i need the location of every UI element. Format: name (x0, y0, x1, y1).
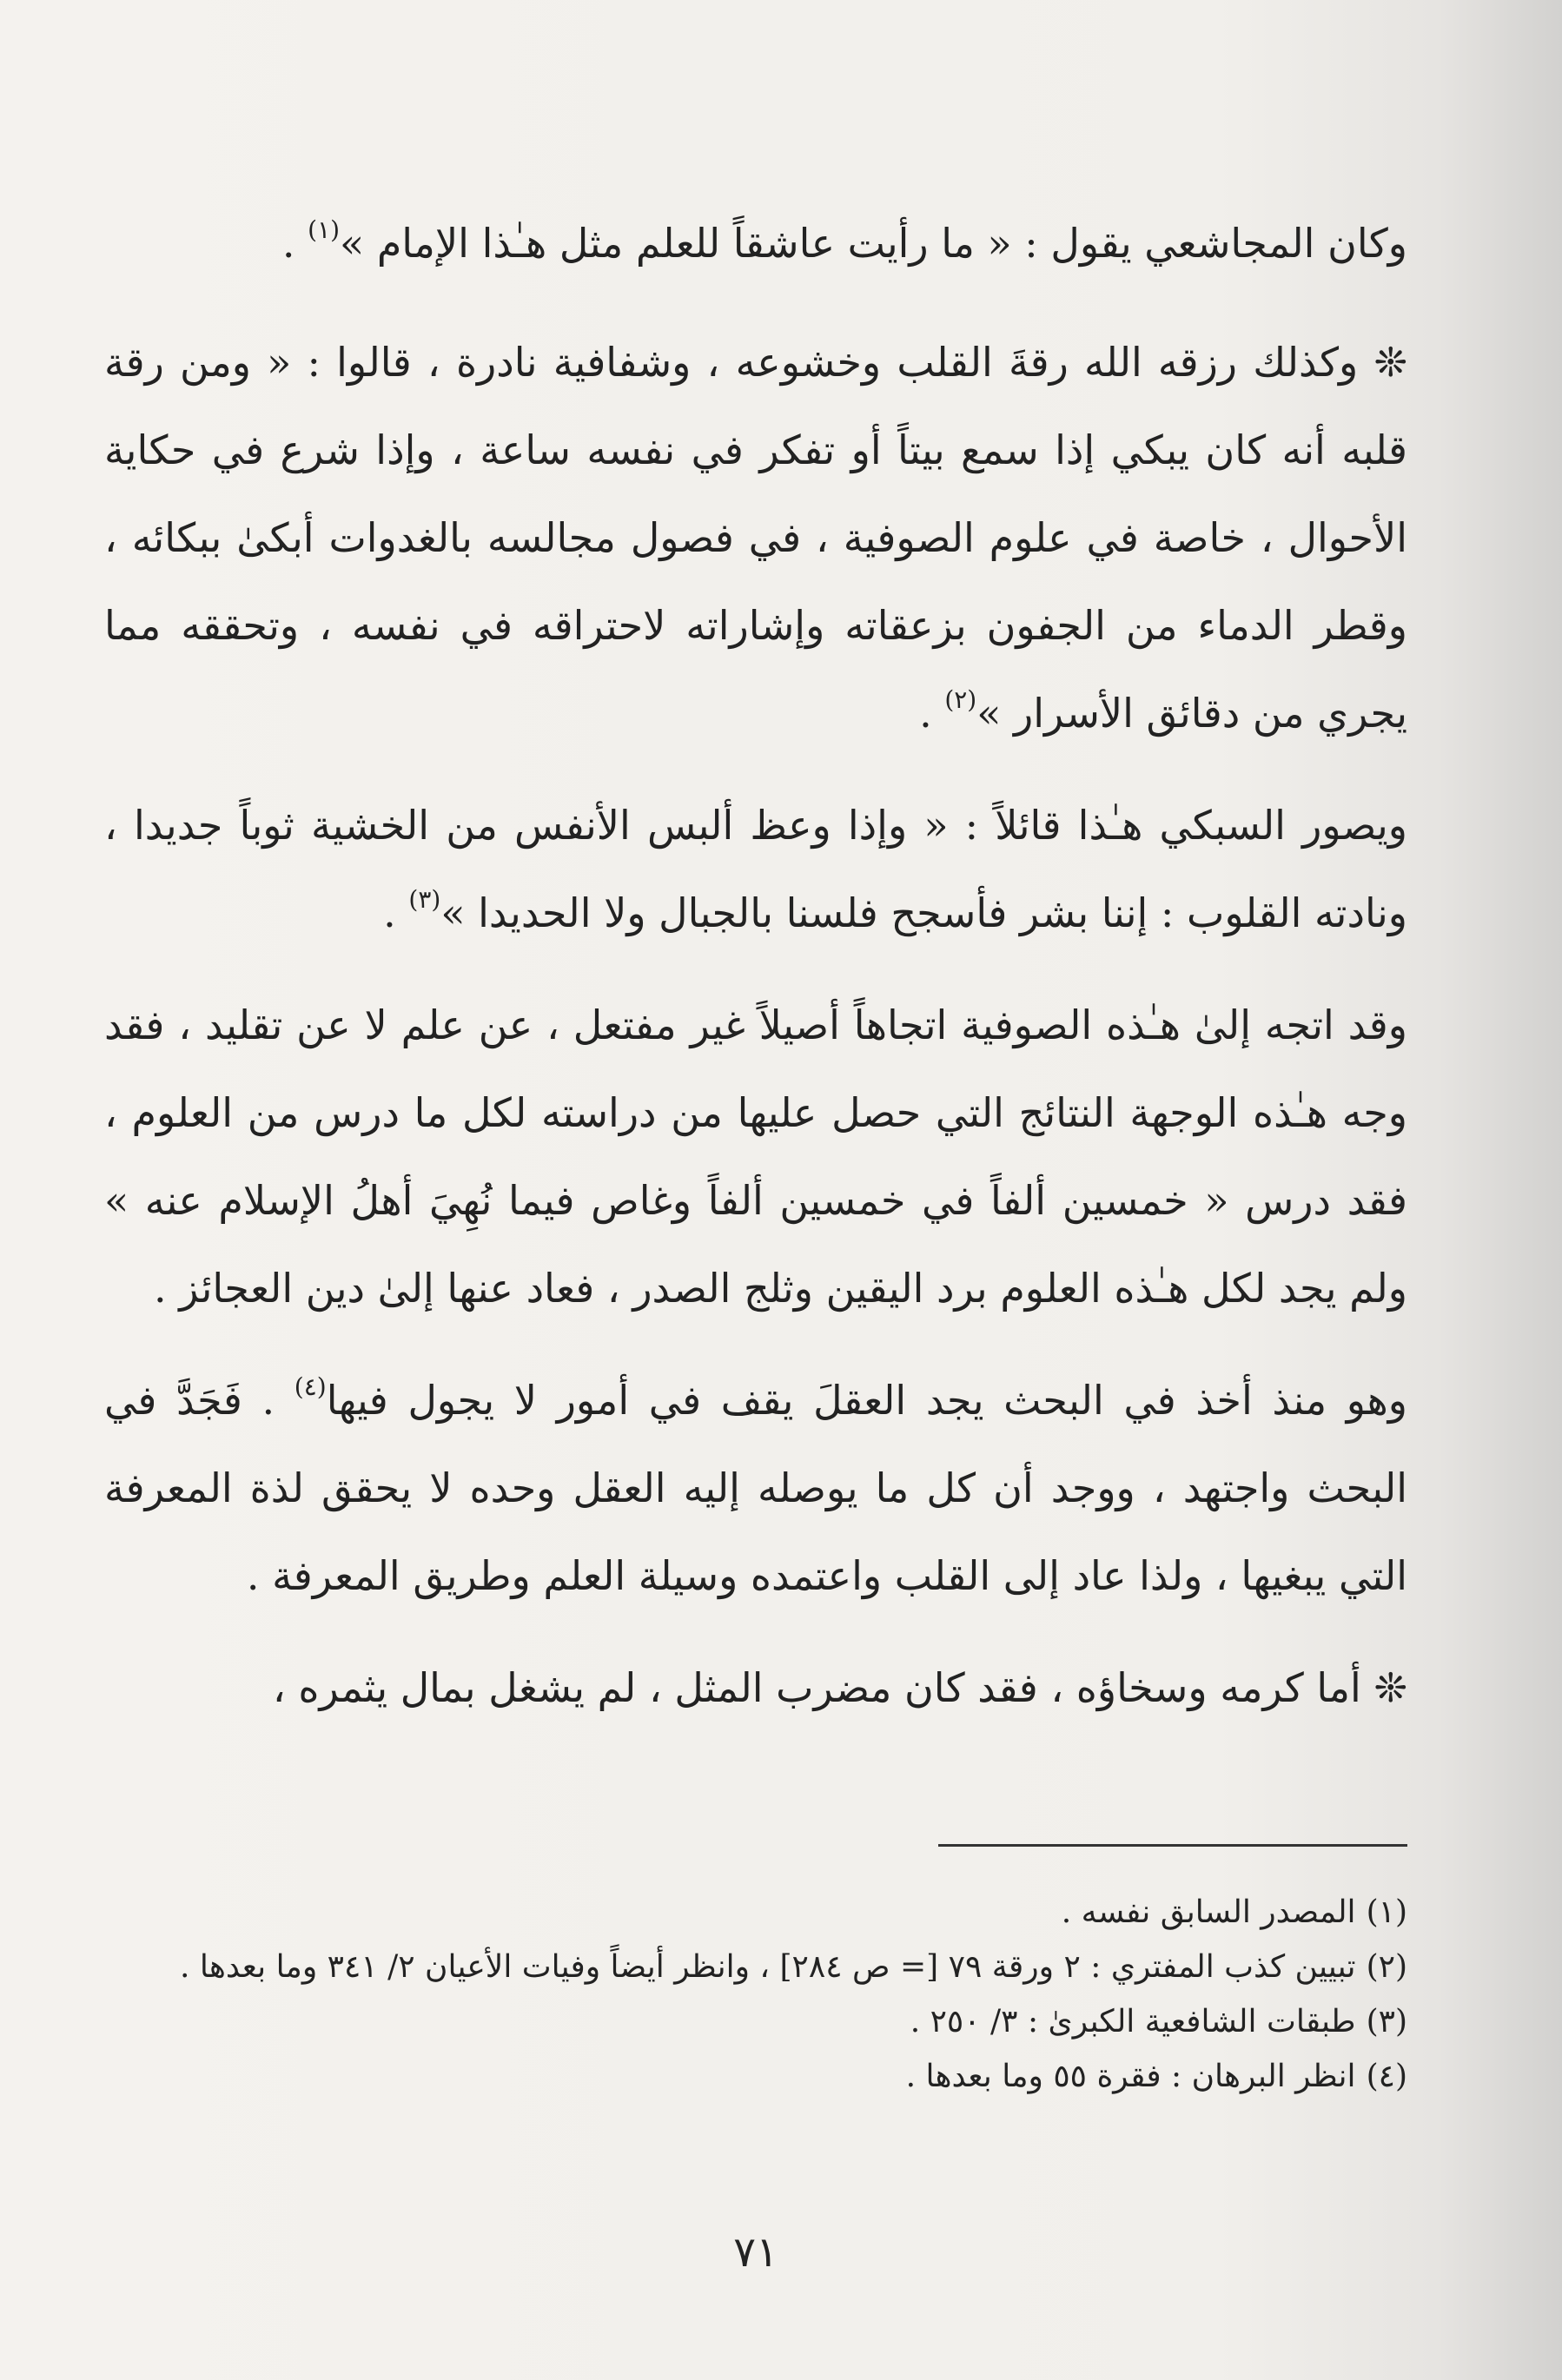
footnote-ref: (٣) (408, 885, 441, 914)
footnote-text: طبقات الشافعية الكبرىٰ : ٣/ ٢٥٠ . (910, 2004, 1356, 2040)
paragraph: ❊ وكذلك رزقه الله رقةَ القلب وخشوعه ، وشفافية نادرة ، قالوا : « ومن رقة قلبه أنه كان يبكي إذا سمع بيتاً أو تفكر في نفسه ساعة ، وإذا شرع في حكاية الأحوال ، خاصة في علوم الصوفية ، في فصول مجالسه بالغدوات أبكىٰ ببكائه ، وقطر الدماء من الجفون بزعقاته وإشاراته لاحتراقه في نفسه ، وتحققه مما يجري من دقائق الأسرار »$^{(٢)}$ . (104, 339, 1407, 737)
paragraph: وقد اتجه إلىٰ هـٰذه الصوفية اتجاهاً أصيلاً غير مفتعل ، عن علم لا عن تقليد ، فقد وجه هـٰذه الوجهة النتائج التي حصل عليها من دراسته لكل ما درس من العلوم ، فقد درس « خمسين ألفاً في خمسين ألفاً وغاص فيما نُهِيَ أهلُ الإسلام عنه » ولم يجد لكل هـٰذه العلوم برد اليقين وثلج الصدر ، فعاد عنها إلىٰ دين العجائز . (104, 1002, 1407, 1312)
footnote-number: (٤) (1366, 2059, 1407, 2094)
footnote (104, 1994, 1407, 2049)
main-text (104, 200, 1407, 1756)
footnote-ref: (١) (308, 215, 341, 244)
footnotes (104, 1885, 1407, 2104)
footnote (104, 2049, 1407, 2104)
footnote (104, 1940, 1407, 1994)
footnote-text: المصدر السابق نفسه . (1061, 1894, 1356, 1930)
footnote-ref: (٤) (294, 1372, 327, 1401)
footnote-number: (٢) (1366, 1949, 1407, 1985)
footnote-number: (١) (1366, 1894, 1407, 1930)
paragraph: ويصور السبكي هـٰذا قائلاً : « وإذا وعظ ألبس الأنفس من الخشية ثوباً جديدا ، ونادته القلوب : إننا بشر فأسجح فلسنا بالجبال ولا الحديدا »$^{(٣)}$ . (104, 802, 1407, 936)
page-number: ٧١ (733, 2228, 778, 2277)
footnote-number: (٣) (1366, 2004, 1407, 2040)
footnote (104, 1885, 1407, 1940)
book-page (104, 0, 1407, 2380)
paragraph: وكان المجاشعي يقول : « ما رأيت عاشقاً للعلم مثل هـٰذا الإمام »$^{(١)}$ . (281, 215, 1407, 267)
footnote-divider (938, 1844, 1407, 1847)
footnote-text: انظر البرهان : فقرة ٥٥ وما بعدها . (905, 2059, 1356, 2094)
paragraph: ❊ أما كرمه وسخاؤه ، فقد كان مضرب المثل ، لم يشغل بمال يثمره ، (272, 1664, 1407, 1711)
footnote-text: تبيين كذب المفتري : ٢ ورقة ٧٩ [= ص ٢٨٤] ، وانظر أيضاً وفيات الأعيان ٢/ ٣٤١ وما بعدها . (180, 1949, 1356, 1985)
footnote-ref: (٢) (944, 685, 977, 714)
paragraph: وهو منذ أخذ في البحث يجد العقلَ يقف في أمور لا يجول فيها$^{(٤)}$ . فَجَدَّ في البحث واجتهد ، ووجد أن كل ما يوصله إليه العقل وحده لا يحقق لذة المعرفة التي يبغيها ، ولذا عاد إلى القلب واعتمده وسيلة العلم وطريق المعرفة . (104, 1372, 1407, 1599)
